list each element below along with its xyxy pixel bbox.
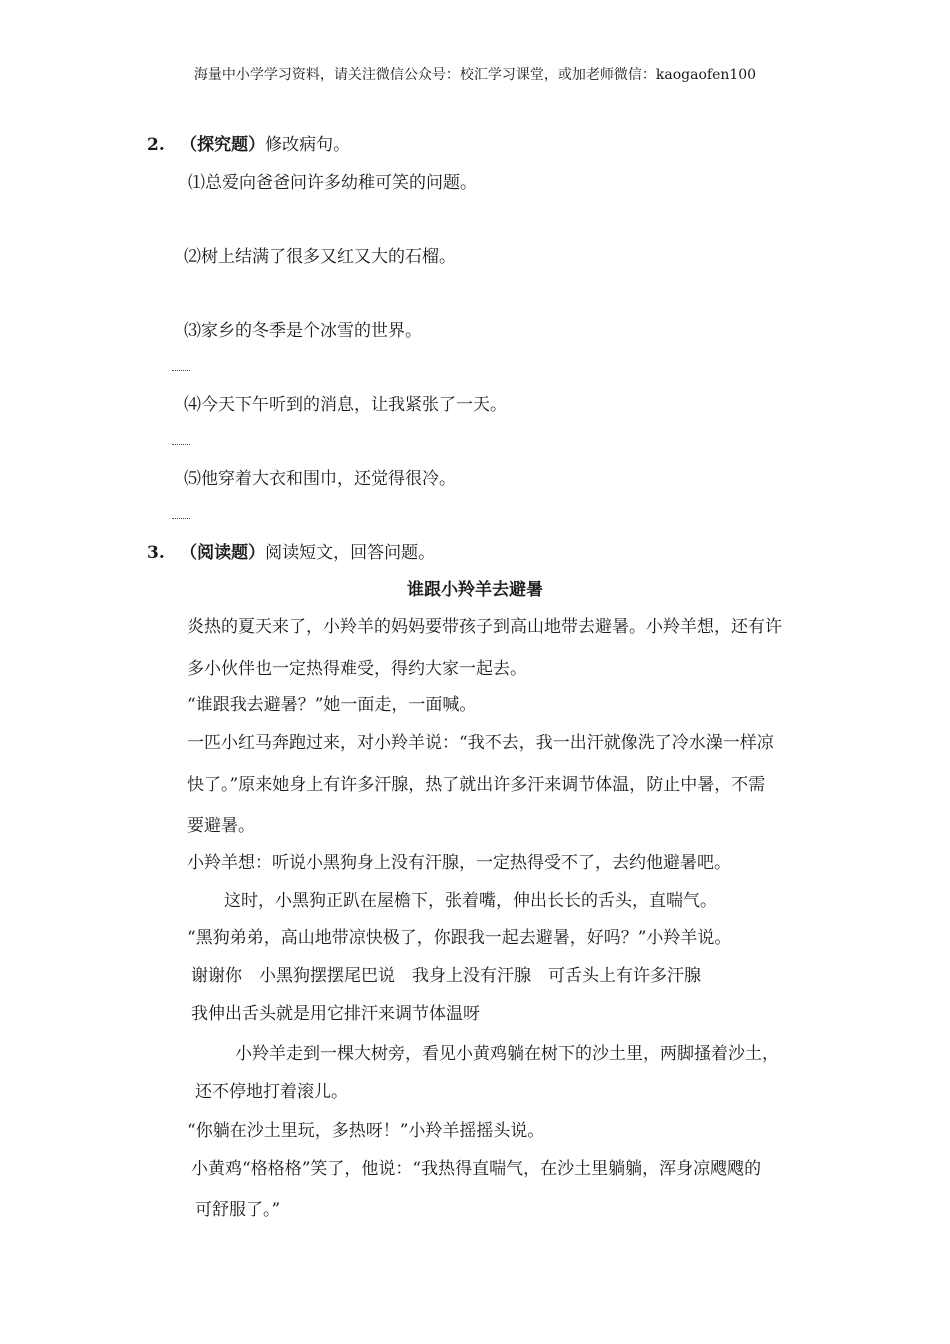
sentence-item: ⑸他穿着大衣和围巾，还觉得很冷。: [184, 469, 456, 489]
passage-line: 一匹小红马奔跑过来，对小羚羊说：“我不去，我一出汗就像洗了冷水澡一样凉: [187, 733, 774, 753]
passage-title: 谁跟小羚羊去避暑: [407, 580, 543, 600]
passage-line: 这时，小黑狗正趴在屋檐下，张着嘴，伸出长长的舌头，直喘气。: [224, 891, 717, 911]
passage-line: 可舒服了。”: [195, 1200, 281, 1220]
question-number: 2.: [147, 135, 165, 155]
passage-line: “黑狗弟弟，高山地带凉快极了，你跟我一起去避暑，好吗？”小羚羊说。: [187, 928, 732, 948]
passage-line: 小羚羊走到一棵大树旁，看见小黄鸡躺在树下的沙土里，两脚搔着沙土，: [235, 1044, 779, 1064]
page-header: 海量中小学学习资料，请关注微信公众号：校汇学习课堂，或加老师微信：kaogaofen100: [193, 67, 757, 83]
passage-line: 要避暑。: [187, 816, 255, 836]
passage-line: “你躺在沙土里玩，多热呀！”小羚羊摇摇头说。: [187, 1121, 545, 1141]
sentence-item: ⑶家乡的冬季是个冰雪的世界。: [184, 321, 422, 341]
passage-line: 还不停地打着滚儿。: [195, 1082, 348, 1102]
answer-dots: [172, 444, 190, 445]
answer-dots: [172, 518, 190, 519]
question-3-heading: [147, 538, 435, 563]
sentence-item: ⑵树上结满了很多又红又大的石榴。: [184, 247, 456, 267]
passage-line: 快了。”原来她身上有许多汗腺，热了就出许多汗来调节体温，防止中暑，不需: [187, 775, 766, 795]
question-prompt: 修改病句。: [265, 135, 351, 155]
passage-line: 谢谢你 小黑狗摆摆尾巴说 我身上没有汗腺 可舌头上有许多汗腺: [191, 966, 701, 986]
passage-line: 小羚羊想：听说小黑狗身上没有汗腺，一定热得受不了，去约他避暑吧。: [187, 853, 731, 873]
question-prompt: 阅读短文，回答问题。: [265, 543, 436, 563]
passage-line: 炎热的夏天来了，小羚羊的妈妈要带孩子到高山地带去避暑。小羚羊想，还有许: [187, 617, 782, 637]
sentence-item: ⑷今天下午听到的消息，让我紧张了一天。: [184, 395, 507, 415]
passage-line: 多小伙伴也一定热得难受，得约大家一起去。: [187, 659, 527, 679]
answer-dots: [172, 370, 190, 371]
question-2-heading: [147, 130, 350, 155]
passage-line: 小黄鸡“格格格”笑了，他说：“我热得直喘气，在沙土里躺躺，浑身凉飕飕的: [191, 1159, 762, 1179]
question-tag: （探究题）: [180, 135, 266, 155]
sentence-item: ⑴总爱向爸爸问许多幼稚可笑的问题。: [188, 173, 477, 193]
question-number: 3.: [147, 543, 165, 563]
passage-line: “谁跟我去避暑？”她一面走，一面喊。: [187, 695, 477, 715]
passage-line: 我伸出舌头就是用它排汗来调节体温呀: [191, 1004, 480, 1024]
question-tag: （阅读题）: [180, 543, 266, 563]
